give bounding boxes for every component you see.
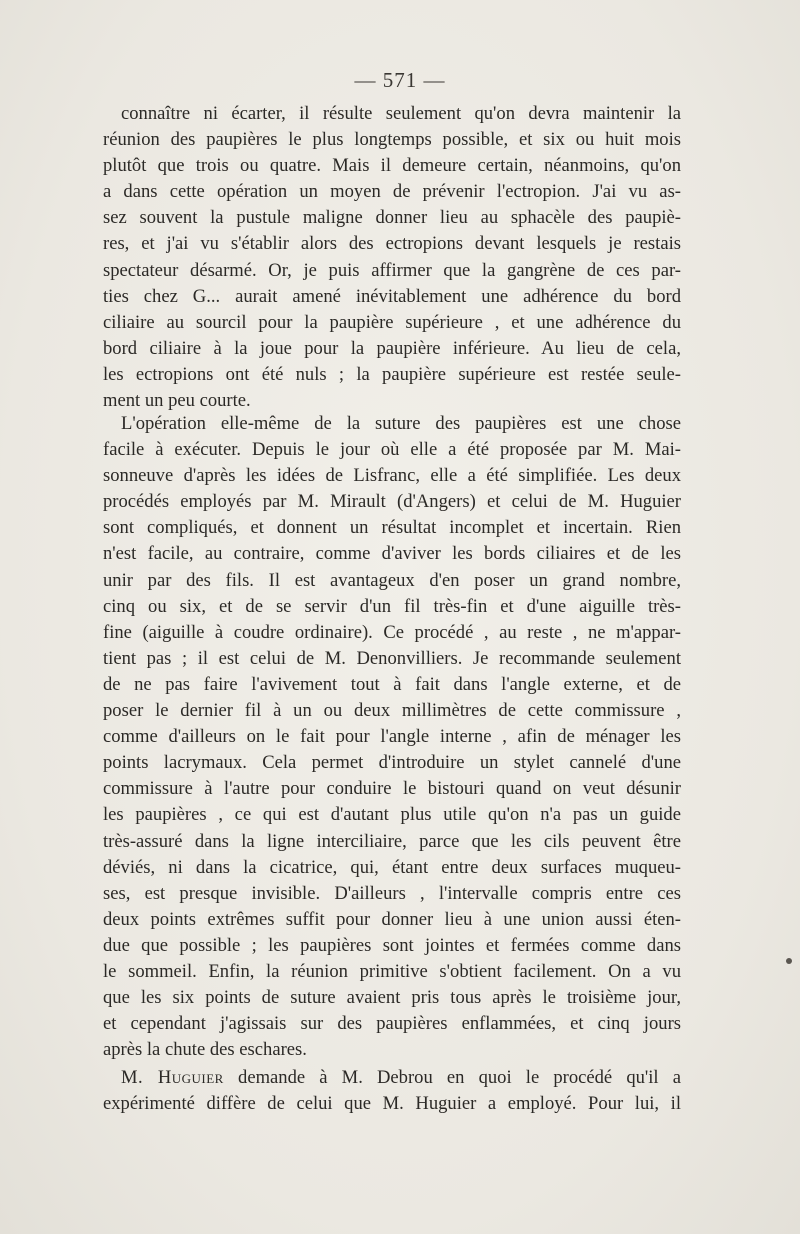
speaker-name: M. Huguier (121, 1067, 224, 1088)
text-line: et cependant j'agissais sur des paupières enflammées, et cinq jours (103, 1013, 681, 1035)
paragraph-1 (103, 101, 681, 414)
page-number: — 571 — (354, 68, 446, 92)
text-line: déviés, ni dans la cicatrice, qui, étant entre deux surfaces muqueu- (103, 856, 681, 878)
text-line: cinq ou six, et de se servir d'un fil très-fin et d'une aiguille très- (103, 595, 681, 617)
text-line: fine (aiguille à coudre ordinaire). Ce procédé , au reste , ne m'appar- (103, 621, 681, 643)
text-line: deux points extrêmes suffit pour donner lieu à une union aussi éten- (103, 908, 681, 930)
text-line: les paupières , ce qui est d'autant plus utile qu'on n'a pas un guide (103, 804, 681, 826)
text-line: expérimenté diffère de celui que M. Huguier a employé. Pour lui, il (103, 1093, 681, 1115)
text-line: les ectropions ont été nuls ; la paupière supérieure est restée seule- (103, 363, 681, 385)
text-line: connaître ni écarter, il résulte seulement qu'on devra maintenir la (121, 103, 681, 124)
text-line: n'est facile, au contraire, comme d'aviver les bords ciliaires et de les (103, 543, 681, 565)
text-line: due que possible ; les paupières sont jointes et fermées comme dans (103, 934, 681, 956)
text-line: de ne pas faire l'avivement tout à fait dans l'angle externe, et de (103, 673, 681, 695)
ink-speck (786, 958, 792, 964)
text-line: spectateur désarmé. Or, je puis affirmer que la gangrène de ces par- (103, 259, 681, 281)
text-line: facile à exécuter. Depuis le jour où elle a été proposée par M. Mai- (103, 439, 681, 461)
text-line: réunion des paupières le plus longtemps possible, et six ou huit mois (103, 129, 681, 151)
text-line: a dans cette opération un moyen de prévenir l'ectropion. J'ai vu as- (103, 181, 681, 203)
text-line: après la chute des eschares. (103, 1039, 307, 1061)
text-line: res, et j'ai vu s'établir alors des ectropions devant lesquels je restais (103, 233, 681, 255)
text-line: très-assuré dans la ligne interciliaire, parce que les cils peuvent être (103, 830, 681, 852)
text-line: sez souvent la pustule maligne donner lieu au sphacèle des paupiè- (103, 207, 681, 229)
text-line: que les six points de suture avaient pris tous après le troisième jour, (103, 987, 681, 1009)
text-line: plutôt que trois ou quatre. Mais il demeure certain, néanmoins, qu'on (103, 155, 681, 177)
text-line: commissure à l'autre pour conduire le bistouri quand on veut désunir (103, 778, 681, 800)
text-line: ties chez G... aurait amené inévitablement une adhérence du bord (103, 285, 681, 307)
text-line: tient pas ; il est celui de M. Denonvilliers. Je recommande seulement (103, 647, 681, 669)
first-line-rest: demande à M. Debrou en quoi le procédé qu'il a (238, 1067, 681, 1088)
text-line: ses, est presque invisible. D'ailleurs , l'intervalle compris entre ces (103, 882, 681, 904)
text-line: bord ciliaire à la joue pour la paupière inférieure. Au lieu de cela, (103, 337, 681, 359)
text-line: comme d'ailleurs on le fait pour l'angle interne , afin de ménager les (103, 726, 681, 748)
text-line: ciliaire au sourcil pour la paupière supérieure , et une adhérence du (103, 311, 681, 333)
text-line: procédés employés par M. Mirault (d'Angers) et celui de M. Huguier (103, 491, 681, 513)
text-line: L'opération elle-même de la suture des paupières est une chose (121, 413, 681, 434)
paragraph-3 (103, 1065, 681, 1117)
text-line: points lacrymaux. Cela permet d'introduire un stylet cannelé d'une (103, 752, 681, 774)
text-line: unir par des fils. Il est avantageux d'en poser un grand nombre, (103, 569, 681, 591)
text-line: le sommeil. Enfin, la réunion primitive s'obtient facilement. On a vu (103, 960, 681, 982)
text-line: sonneuve d'après les idées de Lisfranc, elle a été simplifiée. Les deux (103, 465, 681, 487)
text-line (103, 1065, 681, 1091)
text-line: ment un peu courte. (103, 390, 251, 412)
text-line: poser le dernier fil à un ou deux millimètres de cette commissure , (103, 700, 681, 722)
text-line: sont compliqués, et donnent un résultat incomplet et incertain. Rien (103, 517, 681, 539)
paragraph-2 (103, 411, 681, 1063)
